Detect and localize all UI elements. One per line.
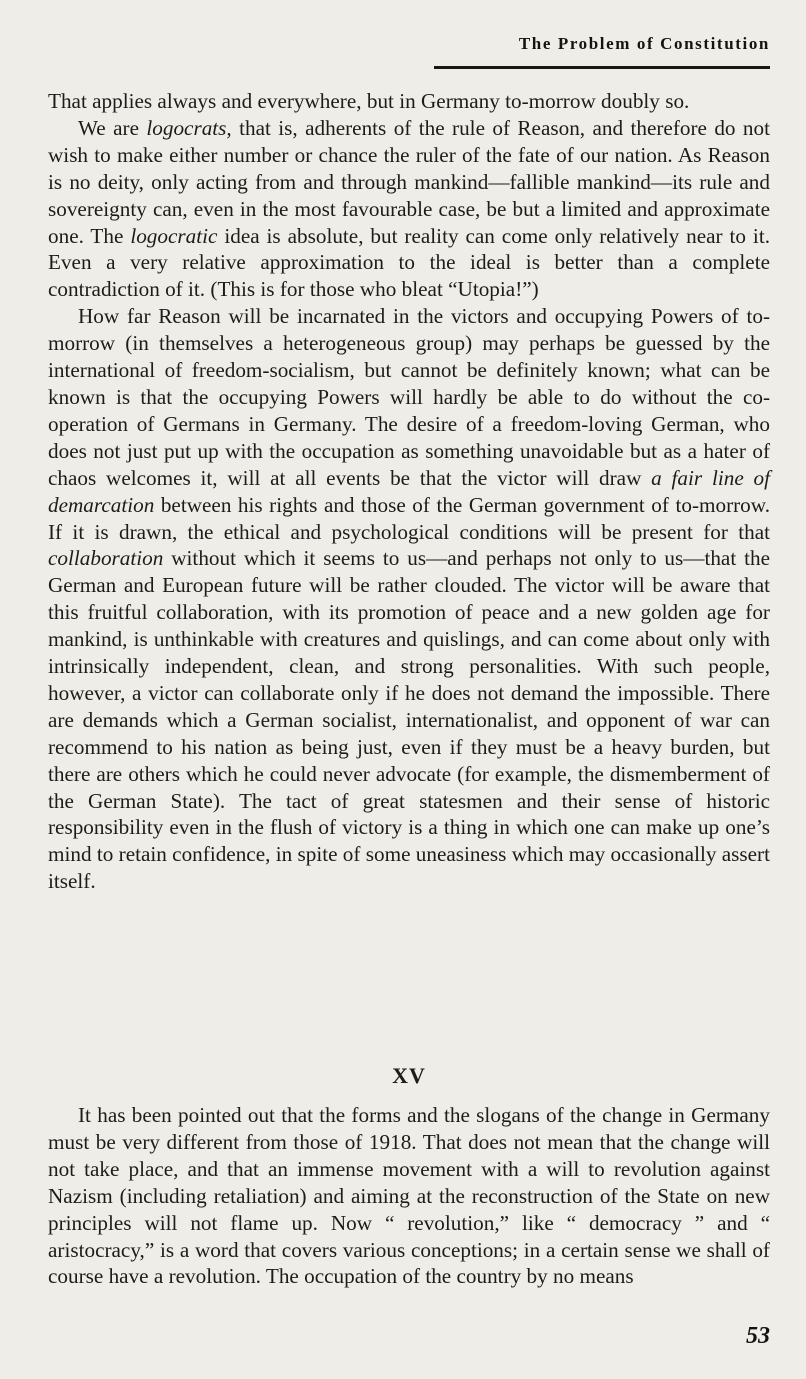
paragraph-3-text-c: between his rights and those of the German government of to-morrow. If it is drawn, the ethical and psychological conditions will be present for that xyxy=(48,492,770,544)
paragraph-3-text-a: How far Reason will be incarnated in the victors and occupying Powers of to-morrow (in themselves a heterogeneous group) may perhaps be guessed by the international of freedom-socialism, but cannot be definitely known; what can be known is that the occupying Powers will hardly be able to do without the co-operation of Germans in Germany. The desire of a freedom-loving German, who does not just put up with the occupation as something unavoidable but as a hater of chaos welcomes it, will at all events be that the victor will draw xyxy=(48,304,770,490)
main-text-block xyxy=(48,88,770,895)
paragraph-3 xyxy=(48,303,770,895)
paragraph-2-text-e: idea is absolute, but reality can come only relatively near to it. Even a very relative approximation to the ideal is better than a complete contradiction of it. (This is for those who bleat “Utopia!”) xyxy=(48,223,770,302)
section-text-block xyxy=(48,1102,770,1290)
paragraph-2-text-c: , that is, adherents of the rule of Reason, and therefore do not wish to make either number or chance the ruler of the fate of our nation. As Reason is no deity, only acting from and through mankind—fallible mankind—its rule and sovereignty can, even in the most favourable case, be but a limited and approximate one. The xyxy=(48,115,770,248)
paragraph-3-italic-collaboration: collaboration xyxy=(48,546,164,571)
paragraph-2 xyxy=(48,115,770,303)
paragraph-3-italic-demarcation: a fair line of demarcation xyxy=(48,465,770,517)
running-head: The Problem of Constitution xyxy=(518,34,770,53)
paragraph-2-italic-logocrats: logocrats xyxy=(146,115,227,140)
paragraph-1: That applies always and everywhere, but in Germany to-morrow doubly so. xyxy=(48,89,690,113)
paragraph-2-text-a: We are xyxy=(78,115,147,140)
running-head-rule xyxy=(434,66,770,69)
page-number: 53 xyxy=(746,1323,770,1349)
paragraph-3-text-e: without which it seems to us—and perhaps not only to us—that the German and European future will be rather clouded. The victor will be aware that this fruitful collaboration, with its promotion of peace and a new golden age for mankind, is unthinkable with creatures and quislings, and can come about only with intrinsically independent, clean, and strong personalities. With such people, however, a victor can collaborate only if he does not demand the impossible. There are demands which a German socialist, internationalist, and opponent of war can recommend to his nation as being just, even if they must be a heavy burden, but there are others which he could never advocate (for example, the dismemberment of the German State). The tact of great statesmen and their sense of historic responsibility even in the flush of victory is a thing in which one can make up one’s mind to retain confidence, in spite of some uneasiness which may occasionally assert itself. xyxy=(48,546,770,894)
paragraph-4: It has been pointed out that the forms and the slogans of the change in Germany must be very different from those of 1918. That does not mean that the change will not take place, and that an immense movement with a will to revolution against Nazism (including retaliation) and aiming at the reconstruction of the State on new principles will not flame up. Now “ revolution,” like “ democracy ” and “ aristocracy,” is a word that covers various conceptions; in a certain sense we shall of course have a revolution. The occupation of the country by no means xyxy=(48,1103,770,1289)
section-heading: XV xyxy=(392,1063,426,1088)
paragraph-2-italic-logocratic: logocratic xyxy=(130,223,218,248)
